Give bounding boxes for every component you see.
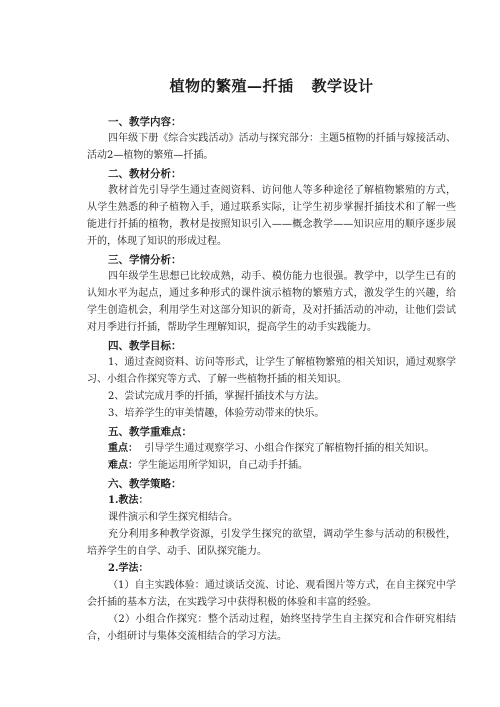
method-text: （2）小组合作探究：整个活动过程，始终坚持学生自主探究和合作研究相结合，小组研讨与集体交流相结合的学习方法。 <box>87 614 456 642</box>
title-tail: 教学设计 <box>311 77 374 95</box>
method-text: 充分利用多种教学资源，引发学生探究的欲望，调动学生参与活动的积极性，培养学生的自学、动手、团队探究能力。 <box>87 529 456 557</box>
section-text: 教材首先引导学生通过查阅资料、访问他人等多种途径了解植物繁殖的方式，从学生熟悉的种子植物入手，通过联系实际，让学生初步掌握扦插技术和了解一些能进行扦插的植物，教材是按照知识引入——概念教学——知识应用的顺序逐步展开的，体现了知识的形成过程。 <box>87 185 456 247</box>
section-content <box>87 114 456 164</box>
section-heading: 二、教材分析： <box>108 168 182 180</box>
section-objectives <box>87 338 456 422</box>
section-text: 四年级学生思想已比较成熟，动手、模仿能力也很强。教学中，以学生已有的认知水平为起点，通过多种形式的课件演示植物的繁殖方式，激发学生的兴趣，给学生创造机会，利用学生对这部分知识的新奇，及对扦插活动的冲动，让他们尝试对月季进行扦插，帮助学生理解知识，提高学生的动手实践能力。 <box>87 271 456 333</box>
section-textbook-analysis <box>87 166 456 250</box>
objective-item: 1、通过查阅资料、访问等形式，让学生了解植物繁殖的相关知识，通过观察学习、小组合作探究等方式、了解一些植物扦插的相关知识。 <box>87 357 456 385</box>
document-title <box>87 76 456 96</box>
key-point-text: 引导学生通过观察学习、小组合作探究了解植物扦插的相关知识。 <box>144 443 435 454</box>
section-student-analysis <box>87 252 456 336</box>
method-text: 课件演示和学生探究相结合。 <box>108 512 238 523</box>
title-main: 植物的繁殖—扦插 <box>169 77 294 95</box>
objective-item: 3、培养学生的审美情趣，体验劳动带来的快乐。 <box>108 408 325 419</box>
section-key-points <box>87 424 456 474</box>
section-heading: 六、教学策略： <box>108 478 182 490</box>
difficulty-label: 难点： <box>108 460 138 471</box>
method-text: （1）自主实践体验：通过谈话交流、讨论、观看图片等方式，在自主探究中学会扦插的基本方法，在实践学习中获得积极的体验和丰富的经验。 <box>87 580 456 608</box>
section-strategies <box>87 476 456 645</box>
method-label: 2.学法： <box>108 563 149 574</box>
section-heading: 三、学情分析： <box>108 254 182 266</box>
section-heading: 一、教学内容： <box>108 116 182 128</box>
method-label: 1.教法： <box>108 495 149 506</box>
key-point-line <box>87 440 456 457</box>
section-heading: 四、教学目标： <box>108 340 182 352</box>
objective-item: 2、尝试完成月季的扦插，掌握扦插技术与方法。 <box>108 391 325 402</box>
difficulty-text: 学生能运用所学知识，自己动手扦插。 <box>138 460 308 471</box>
difficulty-line <box>87 457 456 474</box>
section-heading: 五、教学重难点： <box>108 426 192 438</box>
section-text: 四年级下册《综合实践活动》活动与探究部分：主题5植物的扦插与嫁接活动、活动2—植物的繁殖—扦插。 <box>87 133 456 161</box>
key-point-label: 重点： <box>108 443 138 454</box>
